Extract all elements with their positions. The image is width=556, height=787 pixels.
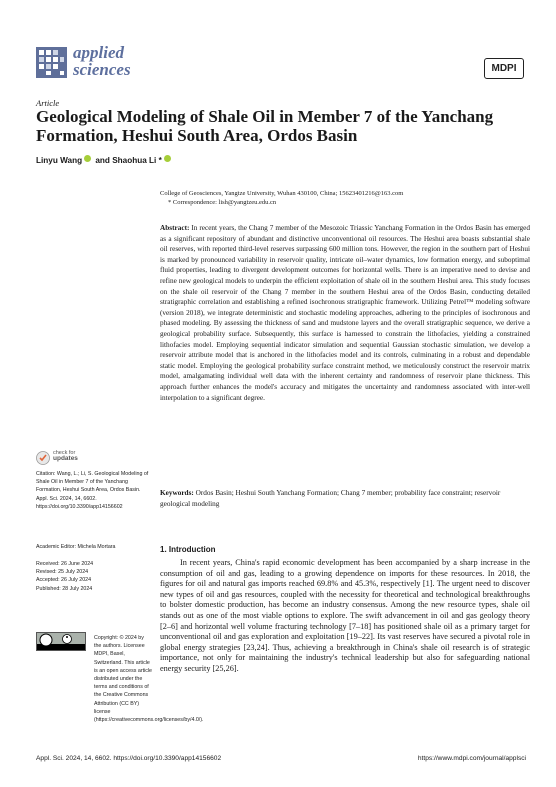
author-1[interactable]: Linyu Wang (36, 156, 83, 165)
article-title: Geological Modeling of Shale Oil in Member 7 of the Yanchang Formation, Heshui South Area, Ordos Basin (36, 107, 494, 145)
date-received: Received: 26 June 2024 (36, 561, 94, 567)
correspondence: * Correspondence: lish@yangtzeu.edu.cn (168, 199, 277, 206)
intro-paragraph: In recent years, China's rapid economic development has been accompanied by a sharp increase in the consumption of oil and gas, leading to a growing dependence on imports for these resources. In 2018, the figures for oil and natural gas imports reached 69.8% and 45.3%, respectively [1]. The urgent need to discover new types of oil and gas resources, coupled with the necessity for theoretical and technological breakthroughs to bolster domestic production, has become an industry consensus. Among the new resource types, shale oil stands out as one of the most viable options to explore. The swift advancement in oil and gas geology theory [2–6] and horizontal well volume fracturing technology [7–18] has positioned shale oil as a primary target for unconventional oil and gas exploration and exploitation [19–22]. Its vast reserves have secured a pivotal role in global energy strategies [23,24]. Thus, achieving a breakthrough in China's shale oil research is of strategic importance, not only for maintaining the industry's technical leadership but also for safeguarding national energy security [25,26]. (160, 558, 530, 673)
footer-journal-link[interactable]: https://www.mdpi.com/journal/applsci (417, 755, 526, 762)
author-2[interactable]: Shaohua Li (112, 156, 157, 165)
academic-editor: Academic Editor: Michela Mortara (36, 544, 116, 550)
date-accepted: Accepted: 26 July 2024 (36, 577, 92, 584)
check-line2: updates (53, 455, 78, 462)
publisher-logo: MDPI (484, 58, 524, 79)
affiliation-block (160, 189, 530, 207)
date-list (36, 560, 152, 593)
abstract (160, 223, 530, 403)
journal-logo-icon (36, 47, 67, 78)
copyright-text: Copyright: © 2024 by the authors. Licensee MDPI, Basel, Switzerland. This article is an open access article distributed under the terms and conditions of the Creative Commons Attribution (CC BY) license (https://creativecommons.org/licenses/by/4.0/). (94, 635, 204, 724)
date-revised: Revised: 25 July 2024 (36, 569, 89, 576)
section-heading: 1. Introduction (160, 545, 216, 554)
article-type: Article (36, 98, 60, 108)
check-for-updates-button[interactable] (36, 448, 82, 468)
update-badge-icon (36, 450, 50, 466)
footer-citation[interactable]: Appl. Sci. 2024, 14, 6602. https://doi.org/10.3390/app14156602 (36, 755, 222, 762)
journal-name-line2: sciences (73, 60, 131, 79)
journal-name (73, 44, 131, 78)
abstract-text: In recent years, the Chang 7 member of the Mesozoic Triassic Yanchang Formation in the Ordos Basin has emerged as a significant repository of abundant and distinctive unconventional oil resources. The Heshui area boasts substantial shale oil reserves, with reported third-level reserves surpassing 600 million tons. However, the region in the southern part of Heshui is marked by pronounced variability in reservoir quality, intricate oil–water dynamics, low formation energy, and suboptimal fluid properties, leading to divergent development outcomes for horizontal wells. There is an imperative need to devise and refine new geological models to underpin the efficient exploitation of shale oil in the southern Heshui area. This study focuses on the shale oil reservoir of the Chang 7 member in the southern Heshui area of the Ordos Basin, conducting detailed stratigraphic correlation and establishing a refined isochronous stratigraphic framework. Utilizing Petrel™ modeling software (version 2018), we integrate deterministic and stochastic modeling approaches, adhering to the principles of isochronous and phased modeling. By assessing the thickness of sand and mudstone layers and the overall stratigraphic sequence, we derive a geological probability surface. Subsequently, this surface is harnessed to constrain the lithofacies, yielding a constrained lithofacies model. Employing sequential indicator simulation and sequential Gaussian stochastic simulation, we develop a reservoir attribute model that is anchored in the lithofacies model and its controls, culminating in a robust and dependable static model. Employing the geological probability surface constraint method, we meticulously construct the reservoir matrix model, amalgamating individual well data with the inherent certainty and randomness of reservoir plane thickness. This approach further enhances the model's accuracy and mitigates the uncertainty and randomness associated with inter-well interpolation to a significant degree. (160, 224, 530, 402)
orcid-icon[interactable] (164, 155, 171, 162)
keywords-text: Ordos Basin; Heshui South Yanchang Formation; Chang 7 member; probability face constraint; reservoir geological modeling (160, 489, 501, 508)
citation: Citation: Wang, L.; Li, S. Geological Modeling of Shale Oil in Member 7 of the Yanchang Formation, Heshui South Area, Ordos Basin. Appl. Sci. 2024, 14, 6602. https://doi.org/10.3390/app14156602 (36, 471, 149, 510)
keywords-label: Keywords: (160, 489, 194, 497)
affiliation: College of Geosciences, Yangtze University, Wuhan 430100, China; 15623401216@163.com (160, 190, 404, 197)
journal-name-line1: applied (73, 43, 124, 62)
author-connector: and (93, 156, 113, 165)
keywords (160, 488, 530, 509)
copyright (36, 634, 204, 724)
check-line1: check for (53, 450, 76, 456)
page-footer (36, 755, 526, 762)
corresponding-mark: * (156, 156, 162, 165)
abstract-label: Abstract: (160, 224, 190, 232)
orcid-icon[interactable] (84, 155, 91, 162)
date-published: Published: 28 July 2024 (36, 585, 93, 592)
author-list (36, 155, 173, 165)
